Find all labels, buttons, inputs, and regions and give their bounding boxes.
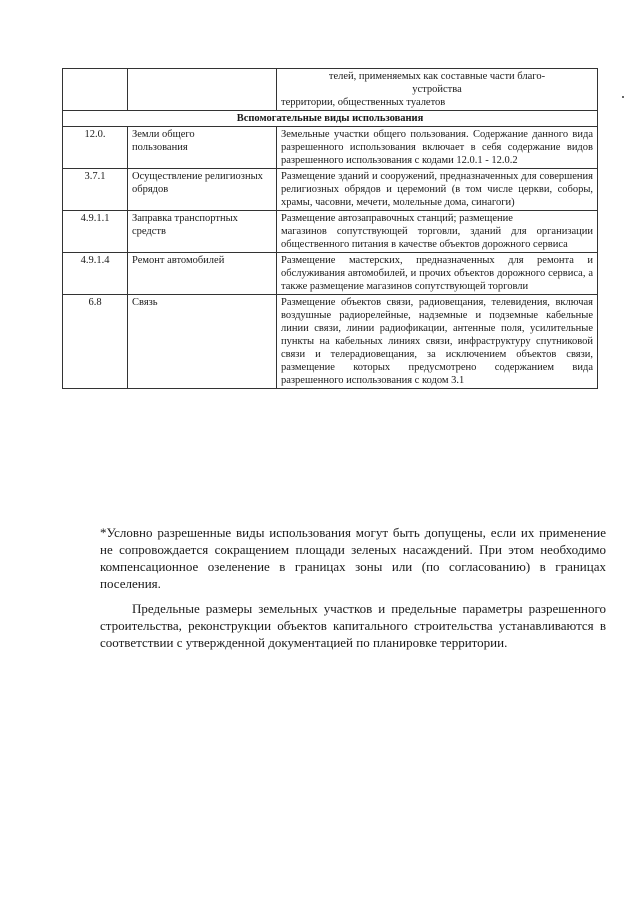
table-row-continued — [63, 69, 598, 111]
cell-description-continued — [277, 69, 598, 111]
continued-line-3: территории, общественных туалетов — [281, 97, 446, 108]
table-row — [63, 295, 598, 389]
limits-paragraph: Предельные размеры земельных участков и предельные параметры разрешенного строительства, реконструкции объектов капитального строительства устанавливаются в соответствии с утвержденной документацией по планировке территории. — [100, 601, 606, 650]
cell-name-empty — [128, 69, 277, 111]
cell-name: Связь — [128, 295, 277, 389]
row-name: Земли общего пользования — [132, 129, 195, 153]
scan-speck — [622, 96, 624, 98]
land-use-table — [62, 68, 598, 389]
cell-name: Заправка транспортных средств — [128, 211, 277, 253]
cell-code: 4.9.1.1 — [63, 211, 128, 253]
continued-line-1: телей, применяемых как составные части благо- — [328, 71, 546, 82]
cell-description: Земельные участки общего пользования. Содержание данного вида разрешенного использования включает в себя содержание видов разрешенного использования с кодами 12.0.1 - 12.0.2 — [277, 127, 598, 169]
cell-description: Размещение объектов связи, радиовещания, телевидения, включая воздушные радиорелейные, надземные и подземные кабельные линии связи, линии радиофикации, антенные поля, усилительные пункты на кабельных линиях связи, инфраструктуру спутниковой связи и телерадиовещания, за исключением объектов связи, размещение которых предусмотрено содержанием вида разрешенного использования с кодом 3.1 — [277, 295, 598, 389]
cell-description — [277, 211, 598, 253]
cell-code-empty — [63, 69, 128, 111]
table-row — [63, 211, 598, 253]
table-row — [63, 169, 598, 211]
cell-description: Размещение зданий и сооружений, предназначенных для совершения религиозных обрядов и церемоний (в том числе церкви, соборы, храмы, часовни, мечети, молельные дома, синагоги) — [277, 169, 598, 211]
cell-code: 4.9.1.4 — [63, 253, 128, 295]
table-row — [63, 127, 598, 169]
row-description: Размещение автозаправочных станций; размещение магазинов сопутствующей торговли, зданий для организации общественного питания в качестве объектов дорожного сервиса — [281, 213, 593, 250]
cell-code: 6.8 — [63, 295, 128, 389]
cell-code: 3.7.1 — [63, 169, 128, 211]
cell-name: Осуществление религиозных обрядов — [128, 169, 277, 211]
section-title: Вспомогательные виды использования — [63, 111, 598, 127]
cell-name: Ремонт автомобилей — [128, 253, 277, 295]
table-section-header-row — [63, 111, 598, 127]
footnote-paragraph: *Условно разрешенные виды использования могут быть допущены, если их применение не сопровождается сокращением площади зеленых насаждений. При этом необходимо компенсационное озеленение в границах зоны или (по согласованию) в границах поселения. — [100, 525, 606, 591]
cell-code: 12.0. — [63, 127, 128, 169]
continued-line-2: устройства — [412, 84, 462, 95]
cell-name — [128, 127, 277, 169]
cell-description: Размещение мастерских, предназначенных для ремонта и обслуживания автомобилей, и прочих объектов дорожного сервиса, а также размещение магазинов сопутствующей торговли — [277, 253, 598, 295]
table-row — [63, 253, 598, 295]
